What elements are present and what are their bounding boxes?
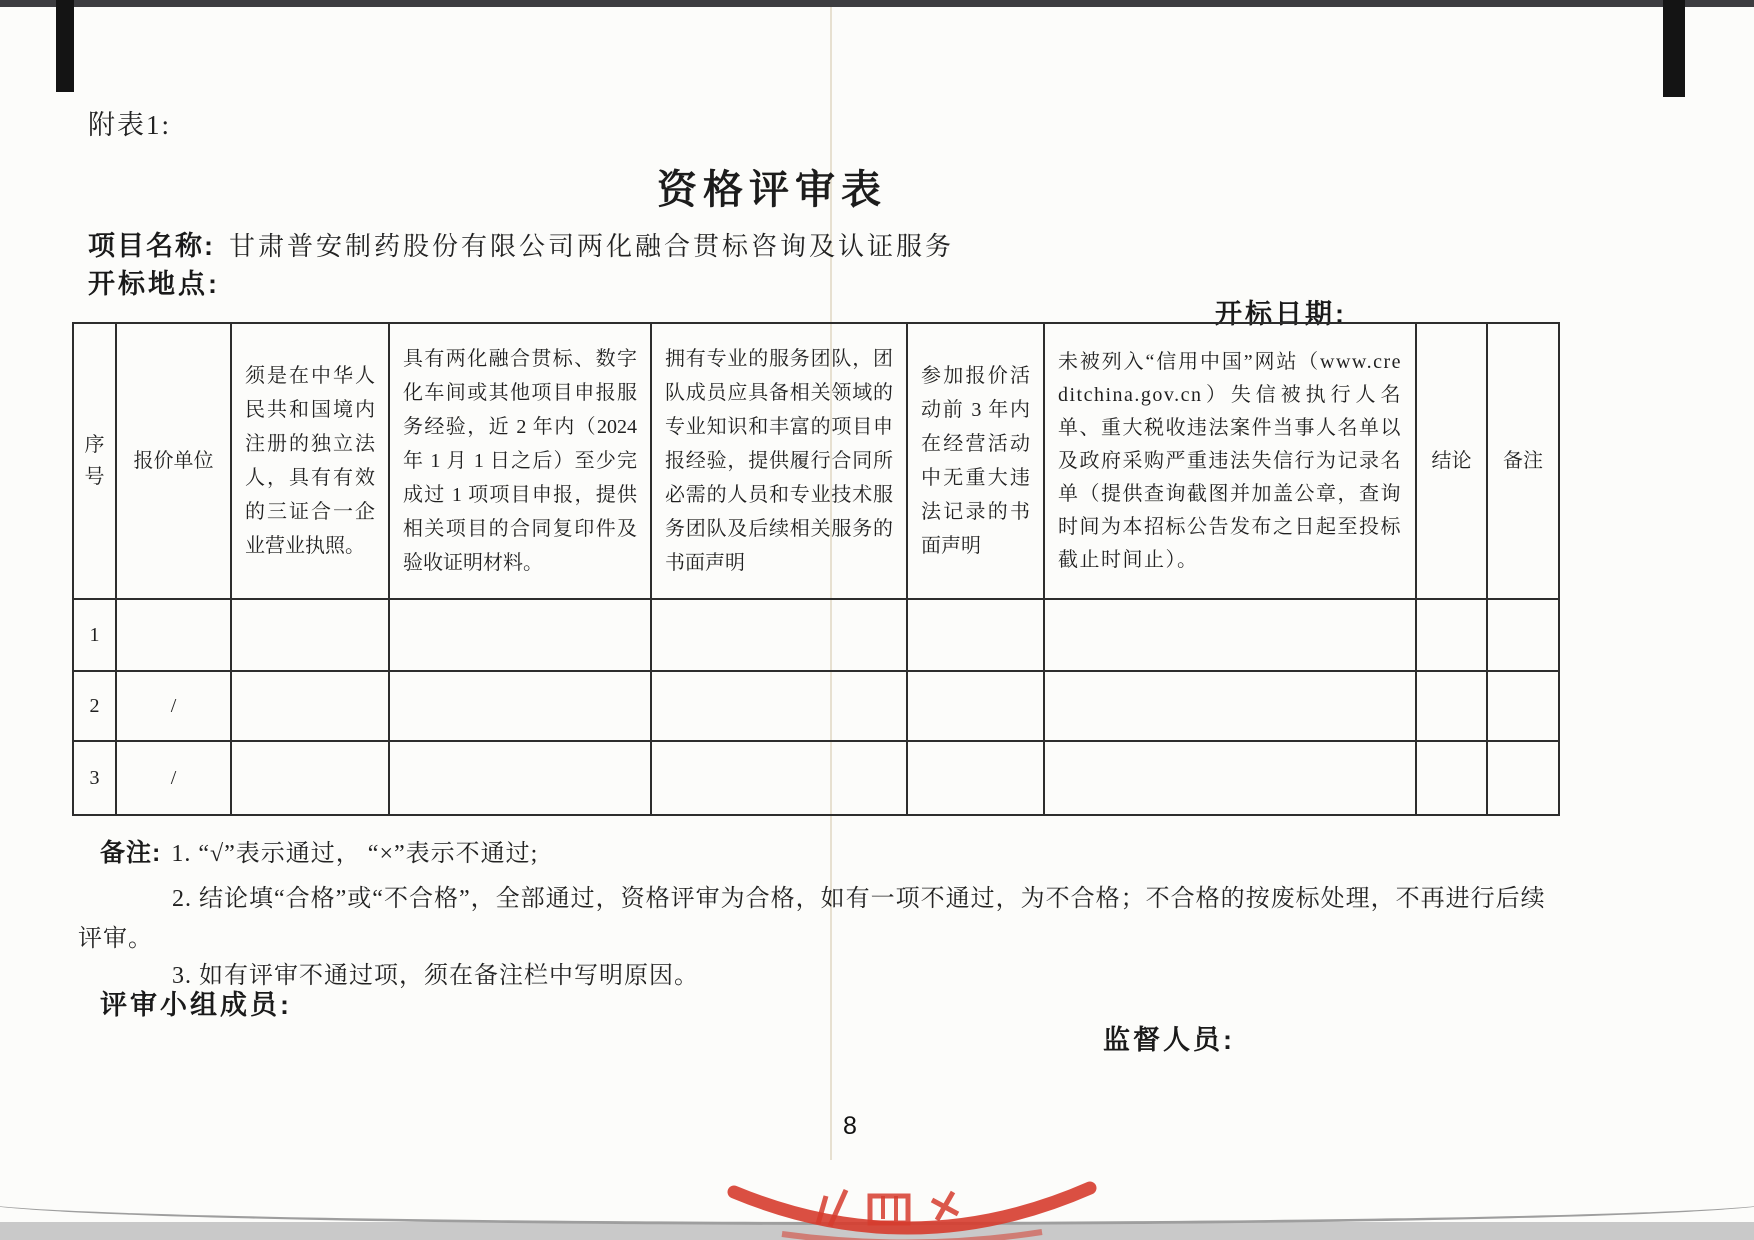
empty-cell <box>1487 741 1559 815</box>
header-bidder: 报价单位 <box>116 323 231 599</box>
scan-edge-top-left <box>56 0 74 92</box>
empty-cell <box>231 671 389 741</box>
table-row <box>73 599 1559 671</box>
empty-cell <box>651 741 907 815</box>
notes-line-2: 2. 结论填“合格”或“不合格”，全部通过，资格评审为合格，如有一项不通过，为不合格；不合格的按废标处理，不再进行后续 <box>172 886 1546 912</box>
notes-line-1 <box>100 833 538 869</box>
empty-cell <box>907 599 1044 671</box>
header-legal-entity: 须是在中华人民共和国境内注册的独立法人，具有有效的三证合一企业营业执照。 <box>231 323 389 599</box>
empty-cell <box>1416 599 1487 671</box>
red-stamp <box>722 1178 1102 1240</box>
project-name-row <box>88 224 954 263</box>
table-row <box>73 741 1559 815</box>
table-row <box>73 671 1559 741</box>
notes-line-1-text: 1. “√”表示通过， “×”表示不通过; <box>171 841 539 867</box>
empty-cell <box>651 599 907 671</box>
empty-cell <box>389 741 651 815</box>
scan-edge-top <box>0 0 1754 7</box>
bid-location-label: 开标地点: <box>88 269 220 299</box>
header-seq: 序号 <box>73 323 116 599</box>
supervisor-label: 监督人员: <box>1103 1025 1235 1055</box>
bidder-cell <box>116 599 231 671</box>
empty-cell <box>1416 741 1487 815</box>
page-title: 资格评审表 <box>657 168 887 212</box>
project-name-label: 项目名称: <box>88 231 215 261</box>
seq-cell: 2 <box>73 671 116 741</box>
project-name-value: 甘肃普安制药股份有限公司两化融合贯标咨询及认证服务 <box>229 232 955 261</box>
bidder-cell: / <box>116 671 231 741</box>
empty-cell <box>907 671 1044 741</box>
table-header-row <box>73 323 1559 599</box>
header-experience: 具有两化融合贯标、数字化车间或其他项目申报服务经验，近 2 年内（2024 年 1 月 1 日之后）至少完成过 1 项项目申报，提供相关项目的合同复印件及验收证明材料。 <box>389 323 651 599</box>
header-team: 拥有专业的服务团队，团队成员应具备相关领域的专业知识和丰富的项目申报经验，提供履行合同所必需的人员和专业技术服务团队及后续相关服务的书面声明 <box>651 323 907 599</box>
seq-cell: 1 <box>73 599 116 671</box>
appendix-label: 附表1: <box>88 110 172 140</box>
scan-edge-top-right <box>1663 0 1685 97</box>
empty-cell <box>907 741 1044 815</box>
empty-cell <box>1044 599 1416 671</box>
header-remarks: 备注 <box>1487 323 1559 599</box>
empty-cell <box>1487 599 1559 671</box>
empty-cell <box>231 599 389 671</box>
empty-cell <box>651 671 907 741</box>
empty-cell <box>231 741 389 815</box>
seq-cell: 3 <box>73 741 116 815</box>
empty-cell <box>1044 741 1416 815</box>
header-conclusion: 结论 <box>1416 323 1487 599</box>
review-panel-members-label: 评审小组成员: <box>100 990 292 1020</box>
header-no-violation: 参加报价活动前 3 年内在经营活动中无重大违法记录的书面声明 <box>907 323 1044 599</box>
header-credit-china: 未被列入“信用中国”网站（www.creditchina.gov.cn）失信被执行人名单、重大税收违法案件当事人名单以及政府采购严重违法失信行为记录名单（提供查询截图并加盖公章，查询时间为本招标公告发布之日起至投标截止时间止）。 <box>1044 323 1416 599</box>
bid-date-label: 开标日期: <box>1215 299 1347 329</box>
empty-cell <box>1416 671 1487 741</box>
bidder-cell: / <box>116 741 231 815</box>
empty-cell <box>389 671 651 741</box>
notes-line-3: 3. 如有评审不通过项，须在备注栏中写明原因。 <box>172 963 699 989</box>
page-number: 8 <box>843 1112 857 1140</box>
empty-cell <box>1044 671 1416 741</box>
empty-cell <box>1487 671 1559 741</box>
qualification-table <box>72 322 1560 816</box>
notes-label: 备注: <box>100 839 162 867</box>
empty-cell <box>389 599 651 671</box>
notes-line-2-continued: 评审。 <box>78 926 153 952</box>
